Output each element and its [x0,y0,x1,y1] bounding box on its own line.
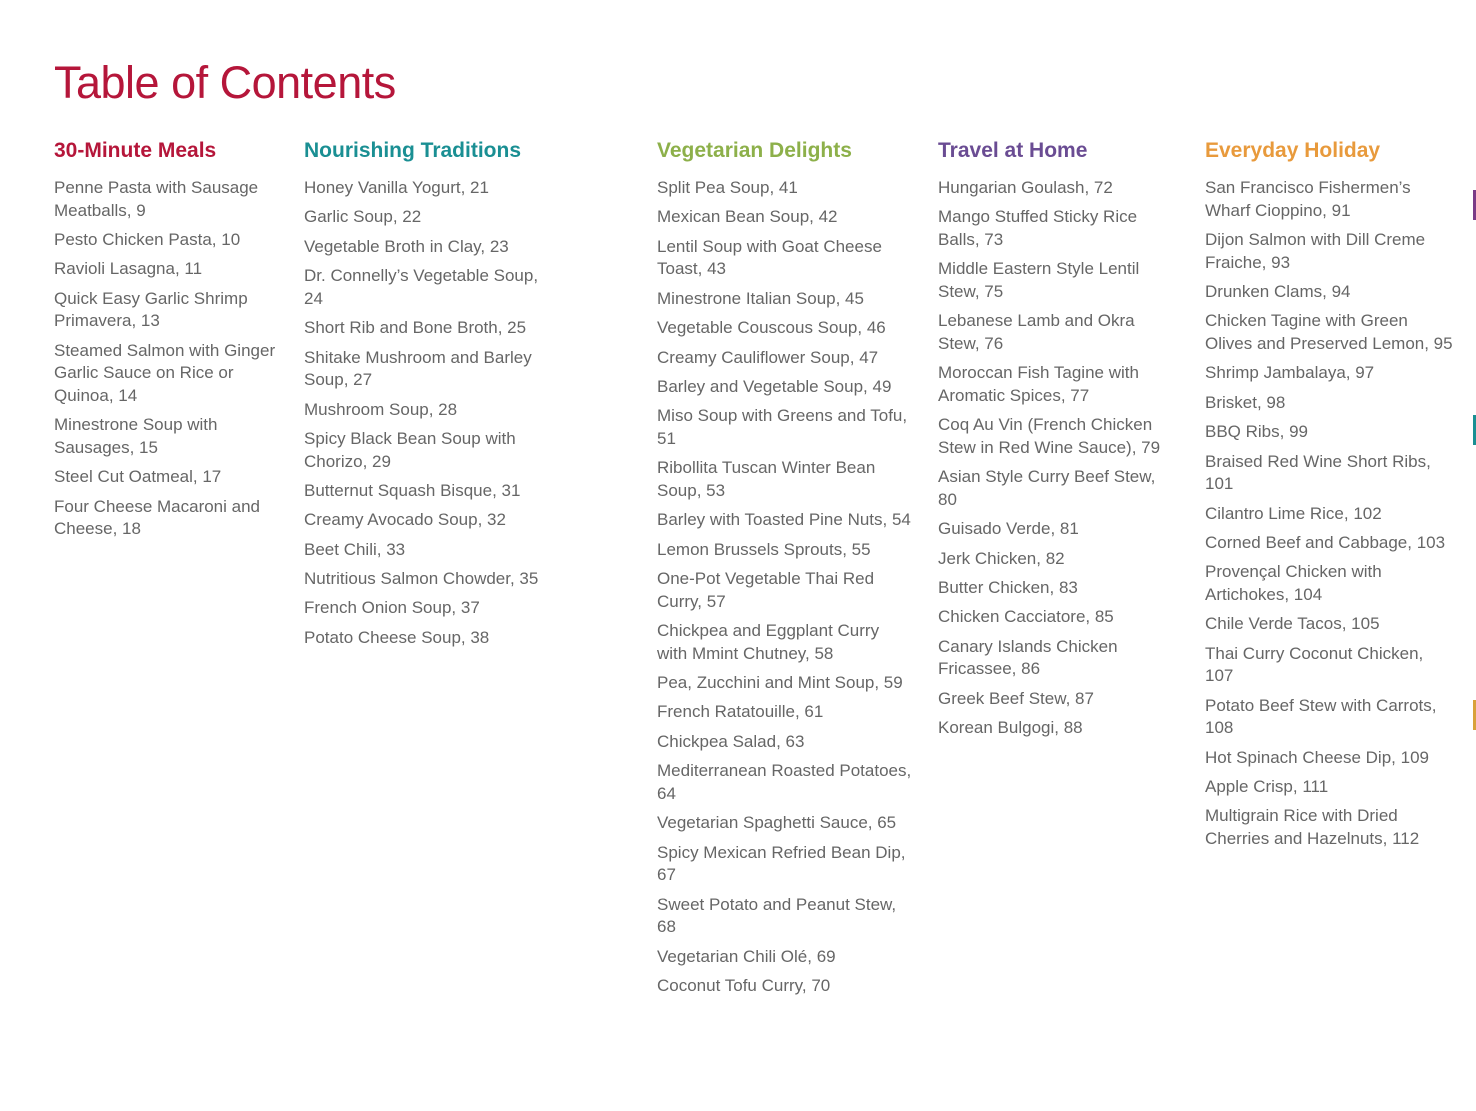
recipe-entry: Jerk Chicken, 82 [938,548,1065,568]
recipe-list [938,177,1178,740]
recipe-entry: Cilantro Lime Rice, 102 [1205,503,1382,523]
recipe-entry: Minestrone Italian Soup, 45 [657,288,864,308]
recipe-entry: Spicy Black Bean Soup with Chorizo, 29 [304,428,516,471]
recipe-entry: Mexican Bean Soup, 42 [657,207,838,227]
recipe-entry: Dr. Connelly’s Vegetable Soup, 24 [304,266,539,308]
recipe-entry: Potato Cheese Soup, 38 [304,627,490,647]
recipe-entry: Creamy Avocado Soup, 32 [304,510,506,530]
recipe-entry: Provençal Chicken with Artichokes, 104 [1205,562,1382,604]
recipe-entry: Creamy Cauliflower Soup, 47 [657,347,879,367]
recipe-entry: Greek Beef Stew, 87 [938,688,1094,708]
recipe-entry: Moroccan Fish Tagine with Aromatic Spices, 77 [938,363,1139,405]
recipe-entry: Garlic Soup, 22 [304,207,422,227]
recipe-entry: Potato Beef Stew with Carrots, 108 [1205,695,1437,738]
recipe-entry: Nutritious Salmon Chowder, 35 [304,569,539,589]
recipe-entry: Lentil Soup with Goat Cheese Toast, 43 [657,236,882,279]
recipe-entry: Guisado Verde, 81 [938,519,1079,539]
recipe-entry: Chickpea Salad, 63 [657,731,805,751]
recipe-entry: Mango Stuffed Sticky Rice Balls, 73 [938,207,1138,249]
recipe-entry: Ribollita Tuscan Winter Bean Soup, 53 [657,458,876,500]
recipe-entry: Chicken Tagine with Green Olives and Preserved Lemon, 95 [1205,311,1453,353]
recipe-entry: Sweet Potato and Peanut Stew, 68 [657,894,897,937]
recipe-entry: Korean Bulgogi, 88 [938,718,1083,738]
recipe-entry: Shrimp Jambalaya, 97 [1205,363,1375,383]
recipe-entry: Vegetable Couscous Soup, 46 [657,318,886,338]
recipe-entry: Four Cheese Macaroni and Cheese, 18 [54,496,261,539]
recipe-entry: Dijon Salmon with Dill Creme Fraiche, 93 [1205,229,1426,272]
section-nourishing-traditions [304,138,544,656]
recipe-entry: Miso Soup with Greens and Tofu, 51 [657,406,908,448]
recipe-entry: Penne Pasta with Sausage Meatballs, 9 [54,178,259,220]
section-vegetarian-delights [657,138,913,1004]
recipe-entry: Minestrone Soup with Sausages, 15 [54,415,218,457]
recipe-entry: Vegetable Broth in Clay, 23 [304,236,509,256]
recipe-entry: Split Pea Soup, 41 [657,178,798,197]
section-heading: 30-Minute Meals [54,139,217,162]
recipe-entry: Drunken Clams, 94 [1205,281,1351,301]
section-heading: Travel at Home [938,139,1088,162]
recipe-entry: BBQ Ribs, 99 [1205,422,1308,442]
recipe-entry: Short Rib and Bone Broth, 25 [304,318,527,338]
recipe-entry: Mushroom Soup, 28 [304,399,458,419]
recipe-entry: Pea, Zucchini and Mint Soup, 59 [657,673,903,693]
recipe-entry: Braised Red Wine Short Ribs, 101 [1205,451,1431,494]
recipe-entry: Butternut Squash Bisque, 31 [304,480,521,500]
recipe-entry: Apple Crisp, 111 [1205,777,1329,797]
recipe-entry: Lebanese Lamb and Okra Stew, 76 [938,311,1135,353]
recipe-entry: Butter Chicken, 83 [938,578,1078,598]
recipe-entry: Asian Style Curry Beef Stew, 80 [938,467,1156,509]
recipe-entry: One-Pot Vegetable Thai Red Curry, 57 [657,569,875,611]
recipe-list [657,177,913,998]
recipe-entry: Coconut Tofu Curry, 70 [657,975,831,995]
recipe-entry: Brisket, 98 [1205,392,1286,412]
recipe-entry: Hot Spinach Cheese Dip, 109 [1205,747,1429,767]
recipe-list [304,177,544,649]
recipe-list [1205,177,1453,851]
recipe-entry: Ravioli Lasagna, 11 [54,259,203,279]
recipe-entry: Middle Eastern Style Lentil Stew, 75 [938,259,1140,301]
recipe-entry: Beet Chili, 33 [304,539,406,559]
recipe-entry: French Ratatouille, 61 [657,702,824,722]
recipe-list [54,177,280,541]
recipe-entry: Pesto Chicken Pasta, 10 [54,229,241,249]
recipe-entry: Vegetarian Spaghetti Sauce, 65 [657,813,897,833]
recipe-entry: Honey Vanilla Yogurt, 21 [304,178,489,197]
page-title: Table of Contents [54,57,396,108]
section-30-minute-meals [54,138,280,548]
recipe-entry: Steamed Salmon with Ginger Garlic Sauce on Rice or Quinoa, 14 [54,340,276,405]
section-heading: Everyday Holiday [1205,139,1381,162]
recipe-entry: Steel Cut Oatmeal, 17 [54,467,222,487]
recipe-entry: Barley with Toasted Pine Nuts, 54 [657,510,911,530]
section-heading: Vegetarian Delights [657,139,852,162]
recipe-entry: Corned Beef and Cabbage, 103 [1205,532,1446,552]
recipe-entry: Mediterranean Roasted Potatoes, 64 [657,761,912,803]
recipe-entry: French Onion Soup, 37 [304,598,480,618]
recipe-entry: Barley and Vegetable Soup, 49 [657,376,892,396]
section-heading: Nourishing Traditions [304,139,522,162]
recipe-entry: Lemon Brussels Sprouts, 55 [657,539,871,559]
recipe-entry: San Francisco Fishermen’s Wharf Cioppino, 91 [1205,178,1411,220]
recipe-entry: Chicken Cacciatore, 85 [938,607,1114,627]
recipe-entry: Chile Verde Tacos, 105 [1205,614,1380,634]
recipe-entry: Hungarian Goulash, 72 [938,178,1113,197]
section-travel-at-home [938,138,1178,747]
recipe-entry: Chickpea and Eggplant Curry with Mmint Chutney, 58 [657,621,880,663]
recipe-entry: Vegetarian Chili Olé, 69 [657,946,836,966]
recipe-entry: Multigrain Rice with Dried Cherries and Hazelnuts, 112 [1205,806,1420,848]
section-everyday-holiday [1205,138,1453,857]
recipe-entry: Thai Curry Coconut Chicken, 107 [1205,643,1424,686]
recipe-entry: Canary Islands Chicken Fricassee, 86 [938,636,1118,679]
recipe-entry: Spicy Mexican Refried Bean Dip, 67 [657,842,906,885]
recipe-entry: Quick Easy Garlic Shrimp Primavera, 13 [54,288,248,331]
recipe-entry: Coq Au Vin (French Chicken Stew in Red Wine Sauce), 79 [938,415,1161,457]
recipe-entry: Shitake Mushroom and Barley Soup, 27 [304,347,532,390]
